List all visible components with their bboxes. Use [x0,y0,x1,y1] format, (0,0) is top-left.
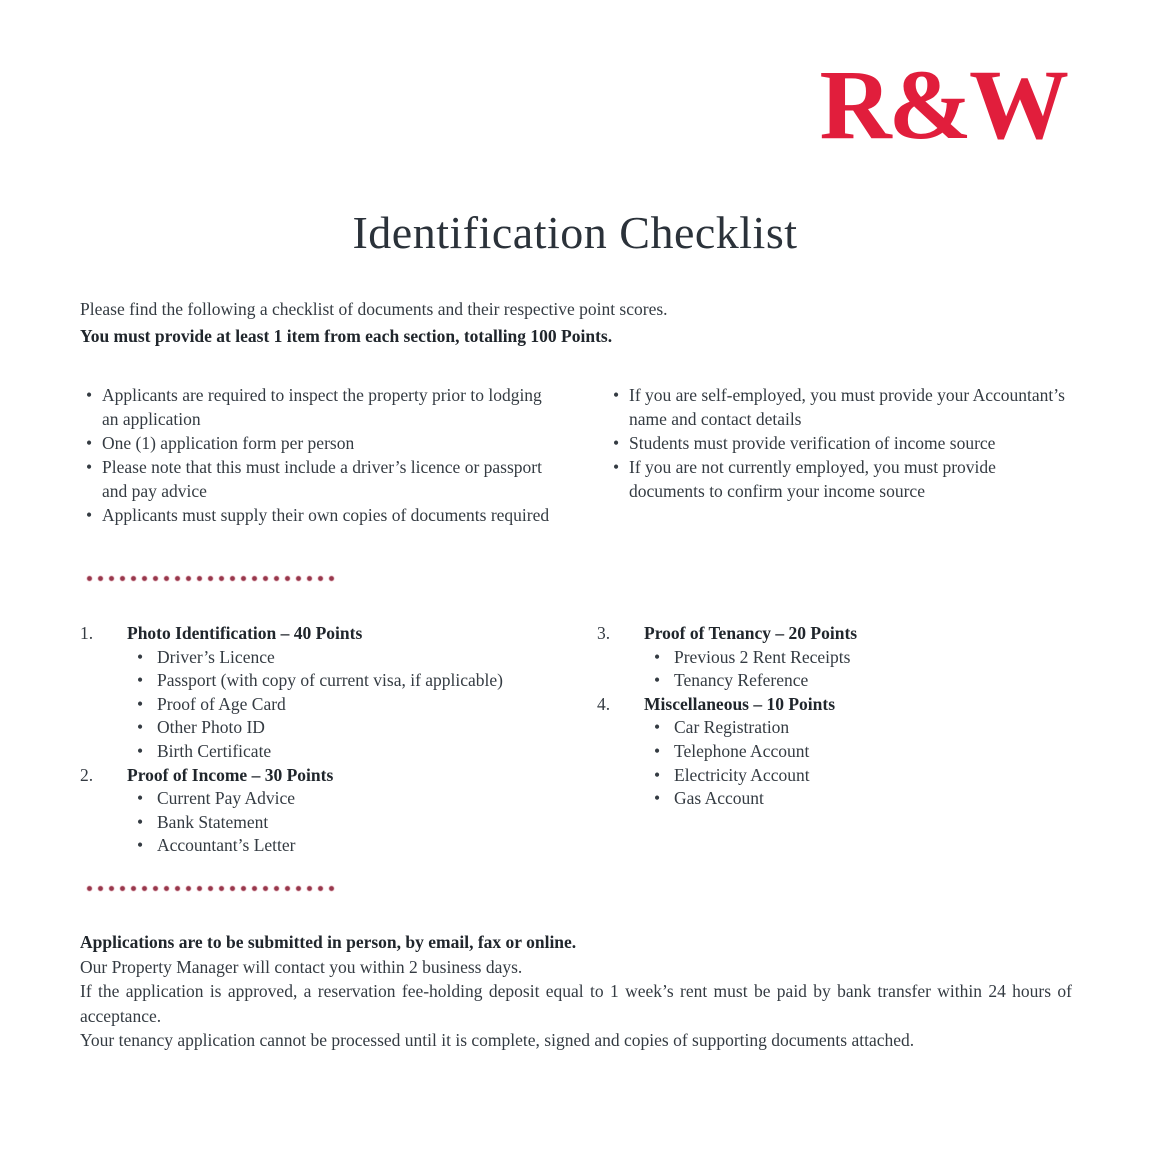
list-item [607,455,1072,503]
section-title: Proof of Income – 30 Points [127,764,334,785]
list-item [80,740,597,764]
item-text: Other Photo ID [157,717,265,738]
bullet-icon: • [86,385,93,405]
list-item [597,787,1072,811]
list-item [597,646,1072,670]
section-heading-miscellaneous [597,693,1072,717]
bullet-icon: • [137,788,144,809]
footer-line: Your tenancy application cannot be processed until it is complete, signed and copies of supporting documents attached. [80,1030,915,1051]
sections-right-column [597,622,1072,858]
note-text: If you are self-employed, you must provide your Accountant’s name and contact details [629,385,1065,429]
list-item [80,716,597,740]
list-item [597,669,1072,693]
note-text: Applicants are required to inspect the property prior to lodging an application [102,385,542,429]
list-item [597,716,1072,740]
dotted-divider [85,574,338,583]
bullet-icon: • [654,764,661,785]
section-number: 1. [80,623,94,643]
bullet-icon: • [654,788,661,809]
item-text: Gas Account [674,788,764,809]
item-text: Telephone Account [674,740,810,761]
general-notes-left-column [80,383,607,527]
section-heading-proof-of-tenancy [597,622,1072,646]
item-text: Accountant’s Letter [157,835,296,856]
item-text: Previous 2 Rent Receipts [674,646,851,667]
bullet-icon: • [86,505,93,525]
item-text: Car Registration [674,717,790,738]
section-title: Proof of Tenancy – 20 Points [644,623,858,643]
bullet-icon: • [137,811,144,832]
note-text: Please note that this must include a driver’s licence or passport and pay advice [102,457,542,501]
bullet-icon: • [654,646,661,667]
list-item [80,834,597,858]
list-item [80,383,550,431]
item-text: Current Pay Advice [157,788,296,809]
section-number: 3. [597,623,611,643]
checklist-sections [80,622,1072,858]
footer-line: Our Property Manager will contact you within 2 business days. [80,956,523,977]
bullet-icon: • [137,835,144,856]
section-number: 2. [80,764,94,785]
bullet-icon: • [137,693,144,714]
list-item [80,503,550,527]
bullet-icon: • [86,433,93,453]
list-item [80,693,597,717]
list-item [80,455,550,503]
bullet-icon: • [654,670,661,691]
bullet-icon: • [86,457,93,477]
list-item [80,646,597,670]
list-item [607,383,1072,431]
bullet-icon: • [137,740,144,761]
bullet-icon: • [137,670,144,691]
bullet-icon: • [137,717,144,738]
bullet-icon: • [654,740,661,761]
note-text: If you are not currently employed, you must provide documents to confirm your income source [629,457,996,501]
section-title: Miscellaneous – 10 Points [644,693,836,714]
general-notes-right-column [607,383,1072,527]
intro-paragraph [80,296,1072,350]
bullet-icon: • [613,385,620,405]
bullet-icon: • [613,433,620,453]
general-notes [80,383,1072,527]
footer-line-bold: Applications are to be submitted in person, by email, fax or online. [80,932,577,952]
list-item [597,740,1072,764]
bullet-icon: • [613,457,620,477]
item-text: Bank Statement [157,811,269,832]
list-item [597,764,1072,788]
intro-line-bold: You must provide at least 1 item from each section, totalling 100 Points. [80,326,613,346]
footer-notes [80,930,1072,1053]
item-text: Birth Certificate [157,740,272,761]
sections-left-column [80,622,597,858]
note-text: Applicants must supply their own copies of documents required [102,505,550,525]
section-heading-proof-of-income [80,764,597,788]
page-title: Identification Checklist [352,207,798,258]
intro-line: Please find the following a checklist of documents and their respective point scores. [80,299,668,319]
item-text: Proof of Age Card [157,693,286,714]
list-item [80,431,550,455]
note-text: One (1) application form per person [102,433,355,453]
note-text: Students must provide verification of income source [629,433,996,453]
list-item [80,787,597,811]
list-item [607,431,1072,455]
footer-line: If the application is approved, a reservation fee-holding deposit equal to 1 week’s rent must be paid by bank transfer within 24 hours of acceptance. [80,981,1072,1026]
section-number: 4. [597,693,611,714]
item-text: Driver’s Licence [157,646,275,667]
item-text: Electricity Account [674,764,810,785]
bullet-icon: • [137,646,144,667]
rw-logo: R&W [819,49,1066,160]
item-text: Passport (with copy of current visa, if applicable) [157,670,504,691]
section-heading-photo-identification [80,622,597,646]
section-title: Photo Identification – 40 Points [127,623,363,643]
item-text: Tenancy Reference [674,670,809,691]
list-item [80,669,597,693]
bullet-icon: • [654,717,661,738]
list-item [80,811,597,835]
dotted-divider [85,884,338,893]
